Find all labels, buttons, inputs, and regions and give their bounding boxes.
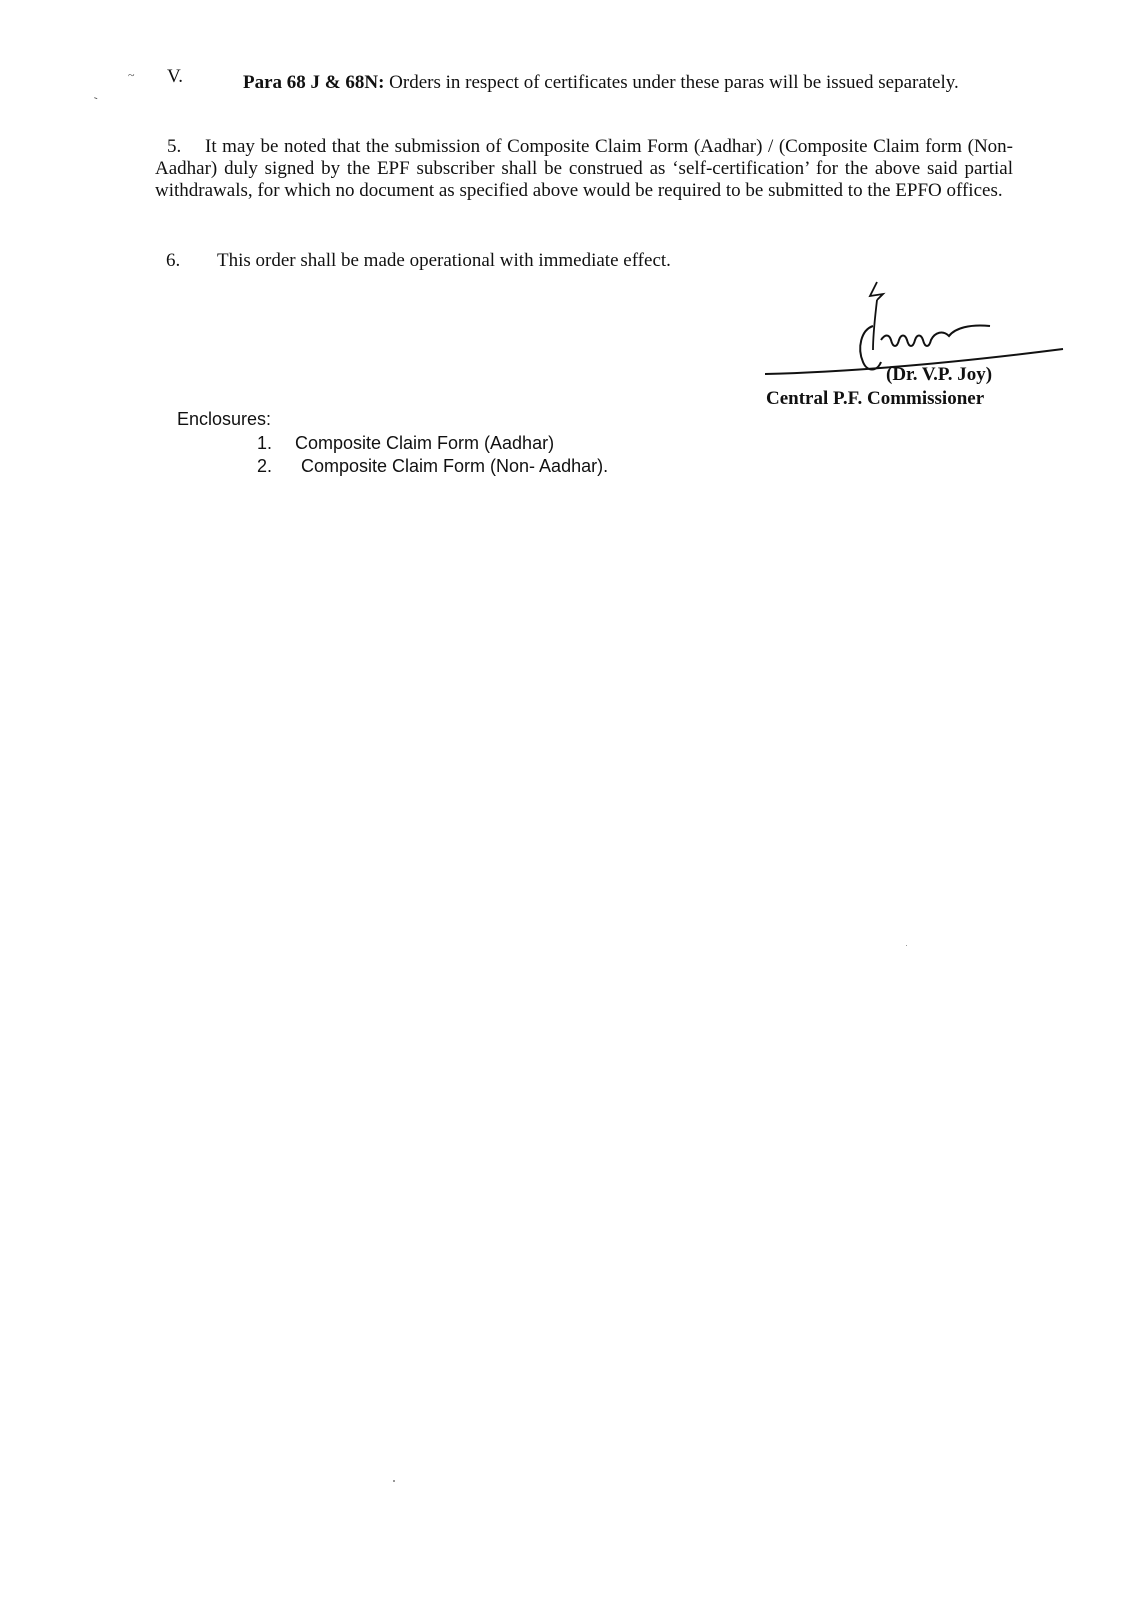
paragraph-6-text: This order shall be made operational with immediate effect.: [217, 250, 671, 271]
scan-mark: -: [91, 89, 101, 105]
paragraph-5-text: It may be noted that the submission of Composite Claim Form (Aadhar) / (Composite Claim form (Non-Aadhar) duly signed by the EPF subscriber shall be construed as ‘self-certification’ for the above said partial withdrawals, for which no document as specified above would be required to be submitted to the EPFO offices.: [155, 136, 1013, 201]
item-v-heading: Para 68 J & 68N:: [243, 72, 385, 93]
enclosure-item-number: 2.: [257, 456, 273, 476]
item-v-numeral: V.: [167, 66, 184, 87]
enclosure-item-text: Composite Claim Form (Non- Aadhar).: [301, 456, 609, 476]
paragraph-5: [155, 136, 1013, 202]
item-v-paragraph: [243, 72, 1013, 94]
scan-speck: [393, 1480, 395, 1482]
scan-speck: [906, 945, 907, 946]
enclosure-item-number: 1.: [257, 433, 273, 453]
scan-mark: ~: [128, 68, 135, 82]
signatory-title: Central P.F. Commissioner: [766, 388, 985, 409]
enclosures-label: Enclosures:: [177, 409, 272, 429]
paragraph-6-number: 6.: [166, 250, 181, 271]
paragraph-5-number: 5.: [167, 136, 182, 157]
enclosure-item-text: Composite Claim Form (Aadhar): [295, 433, 555, 453]
item-v-text: Orders in respect of certificates under these paras will be issued separately.: [389, 72, 959, 93]
signatory-name: (Dr. V.P. Joy): [886, 364, 993, 385]
